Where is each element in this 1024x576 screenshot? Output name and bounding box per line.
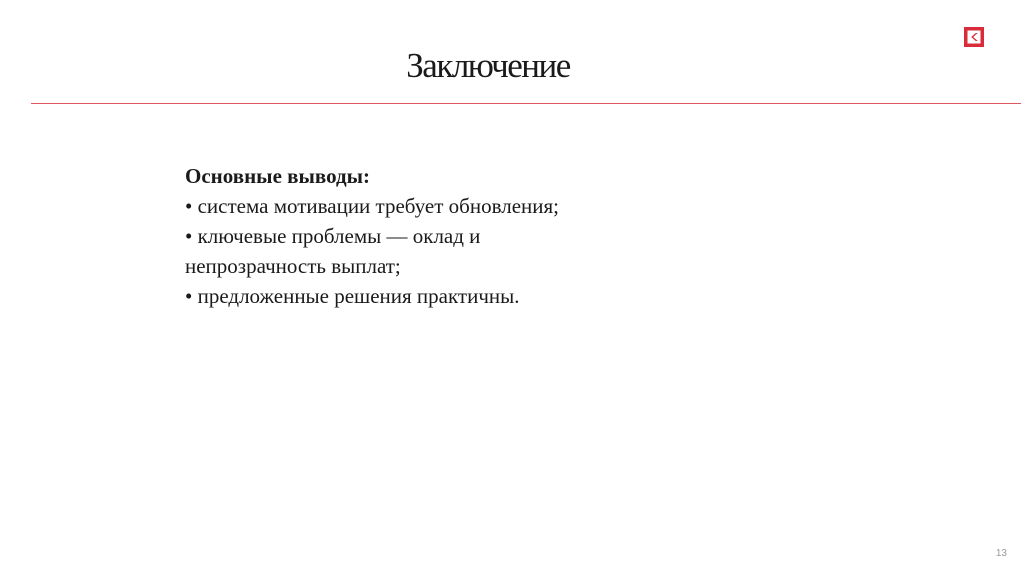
logo-inner-square bbox=[968, 31, 981, 44]
page-number: 13 bbox=[995, 548, 1007, 559]
conclusion-line-1: • система мотивации требует обновления; bbox=[185, 194, 559, 218]
conclusions-heading: Основные выводы: bbox=[185, 164, 370, 188]
conclusion-line-3: непрозрачность выплат; bbox=[185, 254, 401, 278]
conclusion-line-4: • предложенные решения практичны. bbox=[185, 284, 520, 308]
slide-body bbox=[185, 161, 705, 311]
slide-title: Заключение bbox=[406, 46, 570, 85]
title-divider bbox=[31, 103, 1021, 104]
conclusion-line-2: • ключевые проблемы — оклад и bbox=[185, 224, 481, 248]
